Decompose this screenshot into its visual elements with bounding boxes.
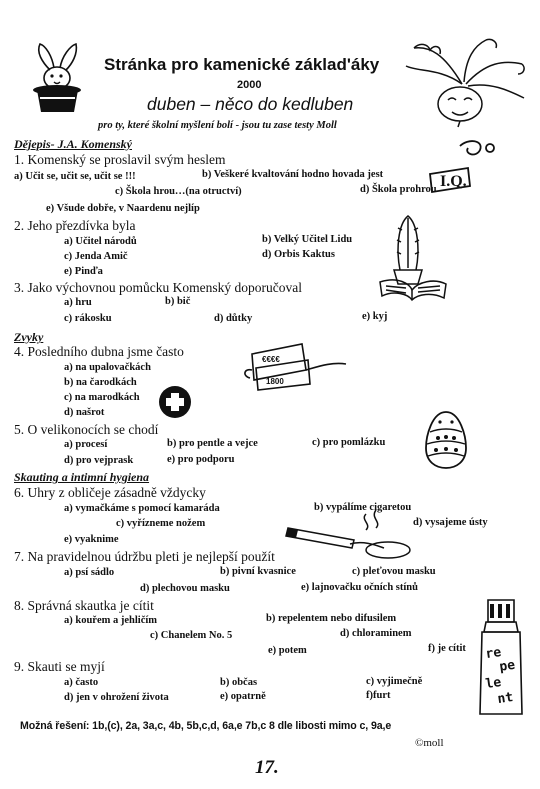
question-9: 9. Skauti se myjí [14, 659, 105, 674]
q8-option-e: e) potem [268, 645, 307, 656]
q6-option-a: a) vymačkáme s pomocí kamaráda [64, 503, 220, 514]
q4-option-b: b) na čarodkách [64, 377, 137, 388]
q5-option-e: e) pro podporu [167, 454, 235, 465]
q9-option-e: e) opatrně [220, 691, 266, 702]
q4-option-c: c) na marodkách [64, 392, 140, 403]
page-subtitle: duben – něco do kedluben [147, 94, 354, 114]
banknote-top-label: €€€€ [262, 355, 280, 364]
q9-option-b: b) občas [220, 677, 258, 688]
iq-icon [424, 138, 524, 196]
question-5: 5. O velikonocích se chodí [14, 422, 159, 437]
bottle-label-2: pe [498, 657, 517, 675]
q7-option-c: c) pleťovou masku [352, 566, 436, 577]
solutions-line: Možná řešení: 1b,(c), 2a, 3a,c, 4b, 5b,c,d, 6a,e 7b,c 8 dle libosti mimo c, 9a,e [20, 720, 392, 732]
q8-option-a: a) kouřem a jehličím [64, 615, 158, 626]
q2-option-b: b) Velký Učitel Lidu [262, 234, 353, 245]
q9-option-c: c) vyjimečně [366, 676, 423, 687]
rabbit-in-hat-icon [28, 38, 86, 118]
q5-option-c: c) pro pomlázku [312, 437, 386, 448]
section-heading-history: Dějepis- J.A. Komenský [14, 137, 132, 151]
iq-label: I.Q. [440, 173, 467, 190]
q2-option-e: e) Pinďa [64, 266, 103, 277]
banknotes-icon [240, 340, 350, 392]
q6-option-b: b) vypálíme cigaretou [314, 502, 412, 513]
q1-option-a: a) Učit se, učit se, učit se !!! [14, 171, 136, 182]
q8-option-f: f) je cítit [428, 643, 466, 654]
section-heading-customs: Zvyky [14, 330, 44, 344]
q8-option-c: c) Chanelem No. 5 [150, 630, 233, 641]
easter-egg-icon [424, 410, 468, 470]
q5-option-a: a) procesí [64, 439, 108, 450]
question-7: 7. Na pravidelnou údržbu pleti je nejlepší použít [14, 549, 275, 564]
question-1: 1. Komenský se proslavil svým heslem [14, 152, 226, 167]
q2-option-d: d) Orbis Kaktus [262, 249, 335, 260]
q7-option-d: d) plechovou masku [140, 583, 230, 594]
q7-option-b: b) pivní kvasnice [220, 566, 296, 577]
q6-option-e: e) vyaknime [64, 534, 119, 545]
bottle-label-1: re [484, 645, 503, 663]
q3-option-b: b) bič [165, 296, 191, 307]
question-6: 6. Uhry z obličeje zásadně vždycky [14, 485, 206, 500]
page-tagline: pro ty, které školní myšlení bolí - jsou tu zase testy Moll [98, 120, 337, 131]
bottle-label-3: le [484, 675, 503, 693]
q3-option-e: e) kyj [362, 311, 388, 322]
q4-option-d: d) našrot [64, 407, 105, 418]
question-4: 4. Posledního dubna jsme často [14, 344, 184, 359]
q1-option-e: e) Všude dobře, v Naardenu nejlíp [46, 203, 200, 214]
q7-option-e: e) lajnovačku očních stínů [301, 582, 418, 593]
q9-option-d: d) jen v ohrožení života [64, 692, 169, 703]
q5-option-d: d) pro vejprask [64, 455, 134, 466]
q7-option-a: a) psí sádlo [64, 567, 115, 578]
q4-option-a: a) na upalovačkách [64, 362, 151, 373]
section-heading-scouting: Skauting a intimní hygiena [14, 470, 150, 484]
q8-option-d: d) chloraminem [340, 628, 412, 639]
q3-option-d: d) důtky [214, 313, 253, 324]
q5-option-b: b) pro pentle a vejce [167, 438, 258, 449]
q8-option-b: b) repelentem nebo difusilem [266, 613, 397, 624]
question-8: 8. Správná skautka je cítit [14, 598, 154, 613]
question-3: 3. Jako výchovnou pomůcku Komenský doporučoval [14, 280, 302, 295]
banknote-bottom-label: 1800 [266, 377, 284, 386]
repelent-bottle-icon [474, 598, 530, 720]
bottle-label-4: nt [496, 690, 515, 708]
kohlrabi-icon [400, 38, 528, 128]
q1-option-d: d) Škola prohrou [360, 184, 437, 195]
cactus-on-book-icon [378, 210, 448, 302]
q6-option-d: d) vysajeme ústy [413, 517, 488, 528]
q3-option-a: a) hru [64, 297, 92, 308]
page-title: Stránka pro kamenické základ'áky [104, 55, 380, 74]
page-number: 17. [255, 757, 279, 778]
q9-option-a: a) často [64, 677, 99, 688]
q3-option-c: c) rákosku [64, 313, 112, 324]
page-year: 2000 [237, 79, 262, 91]
q1-option-b: b) Veškeré kvaltování hodno hovada jest [202, 169, 384, 180]
copyright: ©moll [415, 737, 444, 749]
q2-option-c: c) Jenda Amič [64, 251, 128, 262]
q1-option-c: c) Škola hrou…(na otructví) [115, 186, 242, 197]
red-cross-icon [158, 385, 192, 419]
q6-option-c: c) vyřízneme nožem [116, 518, 206, 529]
question-2: 2. Jeho přezdívka byla [14, 218, 136, 233]
q9-option-f: f)furt [366, 690, 391, 701]
cigarette-icon [284, 506, 414, 562]
q2-option-a: a) Učitel národů [64, 236, 137, 247]
